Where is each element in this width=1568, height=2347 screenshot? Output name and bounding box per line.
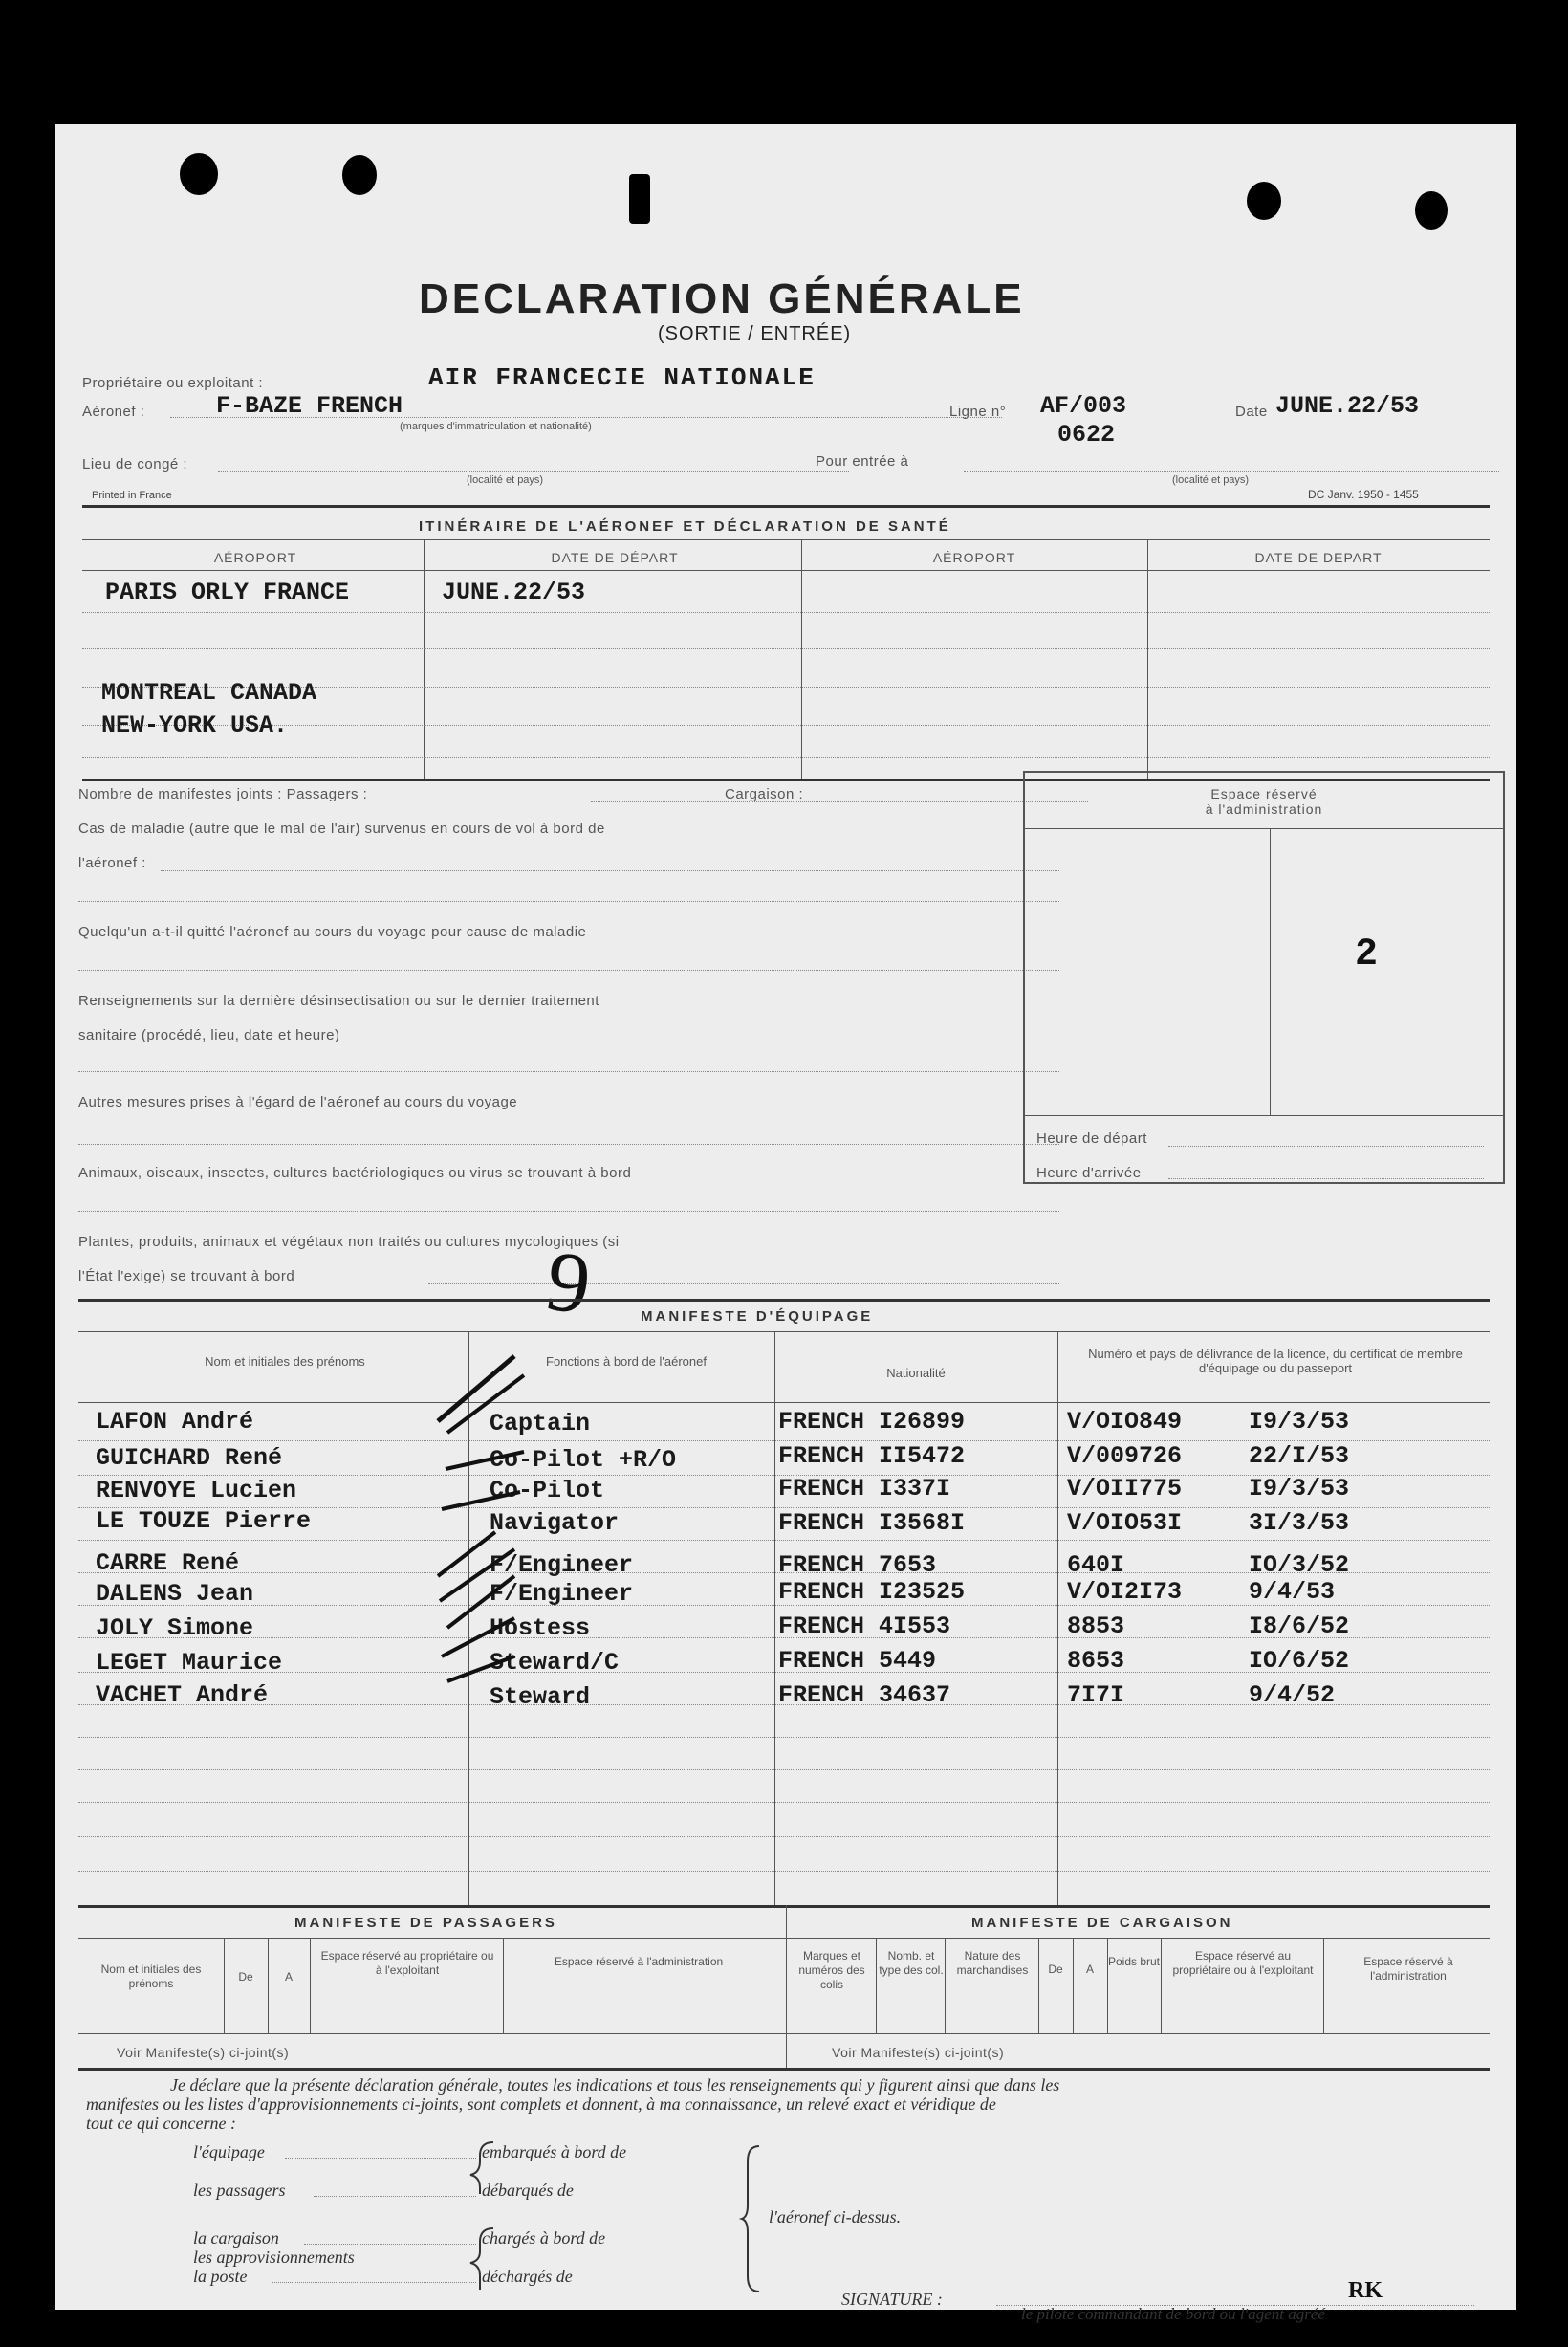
crew-license-date: 3I/3/53 — [1249, 1509, 1350, 1537]
crew-name: LEGET Maurice — [96, 1649, 283, 1677]
rule — [78, 2033, 1490, 2034]
signature-value: RK — [1348, 2278, 1383, 2303]
punch-hole — [180, 153, 218, 195]
aircraft-value: F-BAZE FRENCH — [216, 392, 403, 420]
handwritten-mark: 9 — [540, 1233, 597, 1333]
dotted-line — [82, 612, 1490, 613]
cargo-col-weight: Poids brut — [1107, 1955, 1161, 1968]
dotted-line — [78, 1737, 1490, 1738]
col-divider — [310, 1938, 311, 2033]
crew-license: 8853 — [1067, 1612, 1125, 1640]
line-value: AF/003 — [1040, 392, 1127, 420]
crew-license: V/OIO53I — [1067, 1509, 1183, 1537]
line-value-2: 0622 — [1057, 421, 1116, 449]
load-place-label: Lieu de congé : — [82, 456, 188, 472]
crew-license-date: I8/6/52 — [1249, 1612, 1350, 1640]
entry-label: Pour entrée à — [816, 453, 909, 470]
decl-disembarked: débarqués de — [482, 2181, 574, 2200]
crew-function: Captain — [490, 1410, 591, 1437]
illness-label: Cas de maladie (autre que le mal de l'air) survenus en cours de vol à bord de — [78, 821, 605, 837]
col-divider — [801, 539, 802, 779]
aircraft-label: Aéronef : — [82, 404, 145, 420]
ink-blot — [629, 174, 650, 224]
plants-label-2: l'État l'exige) se trouvant à bord — [78, 1268, 295, 1284]
itinerary-airport-1: PARIS ORLY FRANCE — [105, 579, 350, 606]
line-label: Ligne n° — [949, 404, 1007, 420]
dotted-line — [78, 1802, 1490, 1803]
itinerary-airport-3: NEW-YORK USA. — [101, 712, 289, 739]
col-divider — [1161, 1938, 1162, 2033]
rule — [1025, 828, 1503, 829]
crew-nationality: FRENCH I3568I — [778, 1509, 966, 1537]
col-divider — [224, 1938, 225, 2033]
dotted-line — [78, 901, 1059, 902]
punch-hole — [342, 155, 377, 195]
printed-in: Printed in France — [92, 490, 172, 501]
col-divider — [424, 539, 425, 779]
declaration-line-3: tout ce qui concerne : — [86, 2114, 236, 2133]
signature-label: SIGNATURE : — [841, 2290, 943, 2309]
declaration-form — [55, 124, 1516, 2323]
cargo-col-number: Nomb. et type des col. — [879, 1949, 944, 1977]
col-divider — [1147, 539, 1148, 779]
crew-name: GUICHARD René — [96, 1444, 283, 1472]
col-airport-2: AÉROPORT — [932, 550, 1016, 565]
crew-name: VACHET André — [96, 1681, 269, 1709]
passenger-col-admin: Espace réservé à l'administration — [554, 1955, 724, 1968]
arrival-time-label: Heure d'arrivée — [1036, 1165, 1142, 1181]
rule — [82, 539, 1490, 540]
locality-note-2: (localité et pays) — [1172, 474, 1250, 486]
crew-nationality: FRENCH 5449 — [778, 1647, 937, 1675]
decl-embarked: embarqués à bord de — [482, 2142, 627, 2161]
date-label: Date — [1235, 404, 1268, 420]
disinsect-label: Renseignements sur la dernière désinsectisation ou sur le dernier traitement — [78, 993, 599, 1009]
crew-license: 7I7I — [1067, 1681, 1125, 1709]
crew-license: V/OI2I73 — [1067, 1578, 1183, 1606]
crew-nationality: FRENCH 7653 — [778, 1551, 937, 1579]
crew-function: F/Engineer — [490, 1580, 634, 1608]
itinerary-date-1: JUNE.22/53 — [442, 579, 586, 606]
col-divider — [945, 1938, 946, 2033]
decl-crew: l'équipage — [193, 2142, 265, 2161]
dotted-line — [1168, 1178, 1484, 1179]
illness-label-2: l'aéronef : — [78, 855, 146, 871]
dotted-line — [218, 471, 849, 472]
rule — [82, 570, 1490, 571]
crew-name: RENVOYE Lucien — [96, 1477, 297, 1504]
col-departure-date: DATE DE DÉPART — [551, 550, 679, 565]
decl-loaded: chargés à bord de — [482, 2228, 606, 2248]
disinsect-label-2: sanitaire (procédé, lieu, date et heure) — [78, 1027, 340, 1043]
crew-name: DALENS Jean — [96, 1580, 254, 1608]
brace-right — [740, 2142, 769, 2295]
passenger-see-attached: Voir Manifeste(s) ci-joint(s) — [117, 2045, 290, 2060]
crew-license: V/009726 — [1067, 1442, 1183, 1470]
page-subtitle: (SORTIE / ENTRÉE) — [658, 323, 852, 344]
departure-time-label: Heure de départ — [1036, 1130, 1147, 1147]
col-divider — [503, 1938, 504, 2033]
animals-label: Animaux, oiseaux, insectes, cultures bactériologiques ou virus se trouvant à bord — [78, 1165, 632, 1181]
reserved-value: 2 — [1355, 933, 1379, 976]
crew-license: 640I — [1067, 1551, 1125, 1579]
dotted-line — [161, 870, 1059, 871]
rule — [78, 1299, 1490, 1302]
col-divider — [1270, 828, 1271, 1115]
dotted-line — [78, 1540, 1490, 1541]
decl-cargo: la cargaison — [193, 2228, 279, 2248]
itinerary-airport-2: MONTREAL CANADA — [101, 679, 317, 707]
crew-license-date: IO/6/52 — [1249, 1647, 1350, 1675]
left-aircraft-label: Quelqu'un a-t-il quitté l'aéronef au cours du voyage pour cause de maladie — [78, 924, 587, 940]
aircraft-note: (marques d'immatriculation et nationalité) — [400, 421, 592, 432]
col-divider — [1038, 1938, 1039, 2033]
crew-license: V/OII775 — [1067, 1475, 1183, 1503]
crew-function: F/Engineer — [490, 1551, 634, 1579]
cargo-heading: MANIFESTE DE CARGAISON — [971, 1915, 1233, 1931]
crew-function: Navigator — [490, 1509, 620, 1537]
rule — [78, 1905, 1490, 1908]
dotted-line — [82, 648, 1490, 649]
declaration-line-1: Je déclare que la présente déclaration générale, toutes les indications et tous les renseignements qui y figurent ainsi que dans les — [170, 2075, 1060, 2095]
col-divider — [1057, 1331, 1058, 1905]
col-divider — [774, 1331, 775, 1905]
dotted-line — [964, 471, 1499, 472]
col-airport: AÉROPORT — [213, 550, 297, 565]
rule — [78, 1402, 1490, 1403]
punch-hole — [1415, 191, 1448, 230]
crew-function: Co-Pilot — [490, 1477, 605, 1504]
dotted-line — [314, 2196, 476, 2197]
decl-aircraft: l'aéronef ci-dessus. — [769, 2207, 902, 2226]
dotted-line — [82, 725, 1490, 726]
decl-mail: la poste — [193, 2267, 248, 2286]
dotted-line — [78, 1211, 1059, 1212]
crew-col-license: Numéro et pays de délivrance de la licence, du certificat de membre d'équipage ou du passeport — [1088, 1347, 1463, 1375]
passenger-col-to: A — [284, 1970, 293, 1984]
dotted-line — [78, 1836, 1490, 1837]
crew-col-nationality: Nationalité — [886, 1366, 946, 1380]
form-reference: DC Janv. 1950 - 1455 — [1308, 488, 1419, 501]
dotted-line — [78, 1071, 1059, 1072]
owner-value: AIR FRANCECIE NATIONALE — [428, 363, 816, 392]
other-measures-label: Autres mesures prises à l'égard de l'aéronef au cours du voyage — [78, 1094, 518, 1110]
rule — [78, 1938, 1490, 1939]
crew-license-date: I9/3/53 — [1249, 1475, 1350, 1503]
col-divider — [876, 1938, 877, 2033]
cargo-col-operator: Espace réservé au propriétaire ou à l'exploitant — [1172, 1949, 1314, 1977]
dotted-line — [78, 970, 1059, 971]
crew-nationality: FRENCH I23525 — [778, 1578, 966, 1606]
rule — [1025, 1115, 1503, 1116]
rule — [82, 505, 1490, 508]
crew-function: Steward/C — [490, 1649, 620, 1677]
cargo-col-to: A — [1085, 1963, 1094, 1976]
crew-col-name: Nom et initiales des prénoms — [205, 1354, 365, 1369]
manifests-label: Nombre de manifestes joints : Passagers : — [78, 786, 368, 802]
cargo-col-from: De — [1048, 1963, 1063, 1976]
col-divider — [268, 1938, 269, 2033]
plants-label: Plantes, produits, animaux et végétaux non traités ou cultures mycologiques (si — [78, 1234, 620, 1250]
col-departure-date-2: DATE DE DEPART — [1254, 550, 1383, 565]
crew-nationality: FRENCH I337I — [778, 1475, 951, 1503]
decl-unloaded: déchargés de — [482, 2267, 573, 2286]
crew-col-function: Fonctions à bord de l'aéronef — [546, 1354, 707, 1369]
reserved-label-2: à l'administration — [1205, 801, 1323, 817]
passenger-col-from: De — [238, 1970, 253, 1984]
crew-name: JOLY Simone — [96, 1614, 254, 1642]
col-divider — [1323, 1938, 1324, 2033]
decl-supplies: les approvisionnements — [193, 2248, 355, 2267]
punch-hole — [1247, 182, 1281, 220]
crew-function: Hostess — [490, 1614, 591, 1642]
date-value: JUNE.22/53 — [1275, 392, 1420, 420]
crew-license-date: 22/I/53 — [1249, 1442, 1350, 1470]
crew-function: Steward — [490, 1683, 591, 1711]
passenger-col-name: Nom et initiales des prénoms — [100, 1963, 202, 1990]
locality-note: (localité et pays) — [467, 474, 544, 486]
crew-nationality: FRENCH I26899 — [778, 1408, 966, 1436]
owner-label: Propriétaire ou exploitant : — [82, 375, 264, 391]
dotted-line — [78, 1871, 1490, 1872]
passenger-col-operator: Espace réservé au propriétaire ou à l'exploitant — [320, 1949, 494, 1977]
handwritten-tick-marks — [381, 1345, 572, 1718]
admin-reserved-box — [1023, 771, 1505, 1184]
cargo-label: Cargaison : — [725, 786, 804, 802]
itinerary-heading: ITINÉRAIRE DE L'AÉRONEF ET DÉCLARATION DE SANTÉ — [419, 518, 951, 535]
crew-license: V/OIO849 — [1067, 1408, 1183, 1436]
crew-license-date: I9/3/53 — [1249, 1408, 1350, 1436]
crew-name: CARRE René — [96, 1549, 240, 1577]
dotted-line — [285, 2158, 476, 2159]
col-divider — [1073, 1938, 1074, 2033]
dotted-line — [78, 1440, 1490, 1441]
dotted-line — [82, 757, 1490, 758]
dotted-line — [272, 2282, 476, 2283]
page-title: DECLARATION GÉNÉRALE — [419, 275, 1025, 322]
declaration-line-2: manifestes ou les listes d'approvisionnements ci-joints, sont complets et donnent, à ma connaissance, un relevé exact et véridique de — [86, 2095, 996, 2114]
passenger-heading: MANIFESTE DE PASSAGERS — [294, 1915, 557, 1931]
cargo-col-marks: Marques et numéros des colis — [798, 1949, 865, 1991]
dotted-line — [170, 417, 1002, 418]
decl-passengers: les passagers — [193, 2181, 286, 2200]
crew-license-date: IO/3/52 — [1249, 1551, 1350, 1579]
dotted-line — [428, 1283, 1059, 1284]
rule — [78, 1331, 1490, 1332]
crew-nationality: FRENCH 4I553 — [778, 1612, 951, 1640]
crew-license-date: 9/4/53 — [1249, 1578, 1336, 1606]
crew-name: LAFON André — [96, 1408, 254, 1436]
crew-nationality: FRENCH 34637 — [778, 1681, 951, 1709]
rule — [78, 2068, 1490, 2071]
col-divider — [786, 1905, 787, 2068]
dotted-line — [1168, 1146, 1484, 1147]
crew-license-date: 9/4/52 — [1249, 1681, 1336, 1709]
crew-nationality: FRENCH II5472 — [778, 1442, 966, 1470]
dotted-line — [78, 1144, 1059, 1145]
signer-note: le pilote commandant de bord ou l'agent agréé — [1021, 2305, 1325, 2323]
dotted-line — [591, 801, 1088, 802]
crew-heading: MANIFESTE D'ÉQUIPAGE — [641, 1308, 874, 1325]
cargo-see-attached: Voir Manifeste(s) ci-joint(s) — [832, 2045, 1005, 2060]
col-divider — [1107, 1938, 1108, 2033]
crew-license: 8653 — [1067, 1647, 1125, 1675]
cargo-col-nature: Nature des marchandises — [956, 1949, 1029, 1977]
reserved-label: Espace réservé — [1210, 786, 1318, 801]
dotted-line — [78, 1769, 1490, 1770]
dotted-line — [304, 2244, 476, 2245]
crew-name: LE TOUZE Pierre — [96, 1507, 312, 1535]
crew-function: Co-Pilot +R/O — [490, 1446, 677, 1474]
cargo-col-admin: Espace réservé à l'administration — [1363, 1955, 1453, 1983]
